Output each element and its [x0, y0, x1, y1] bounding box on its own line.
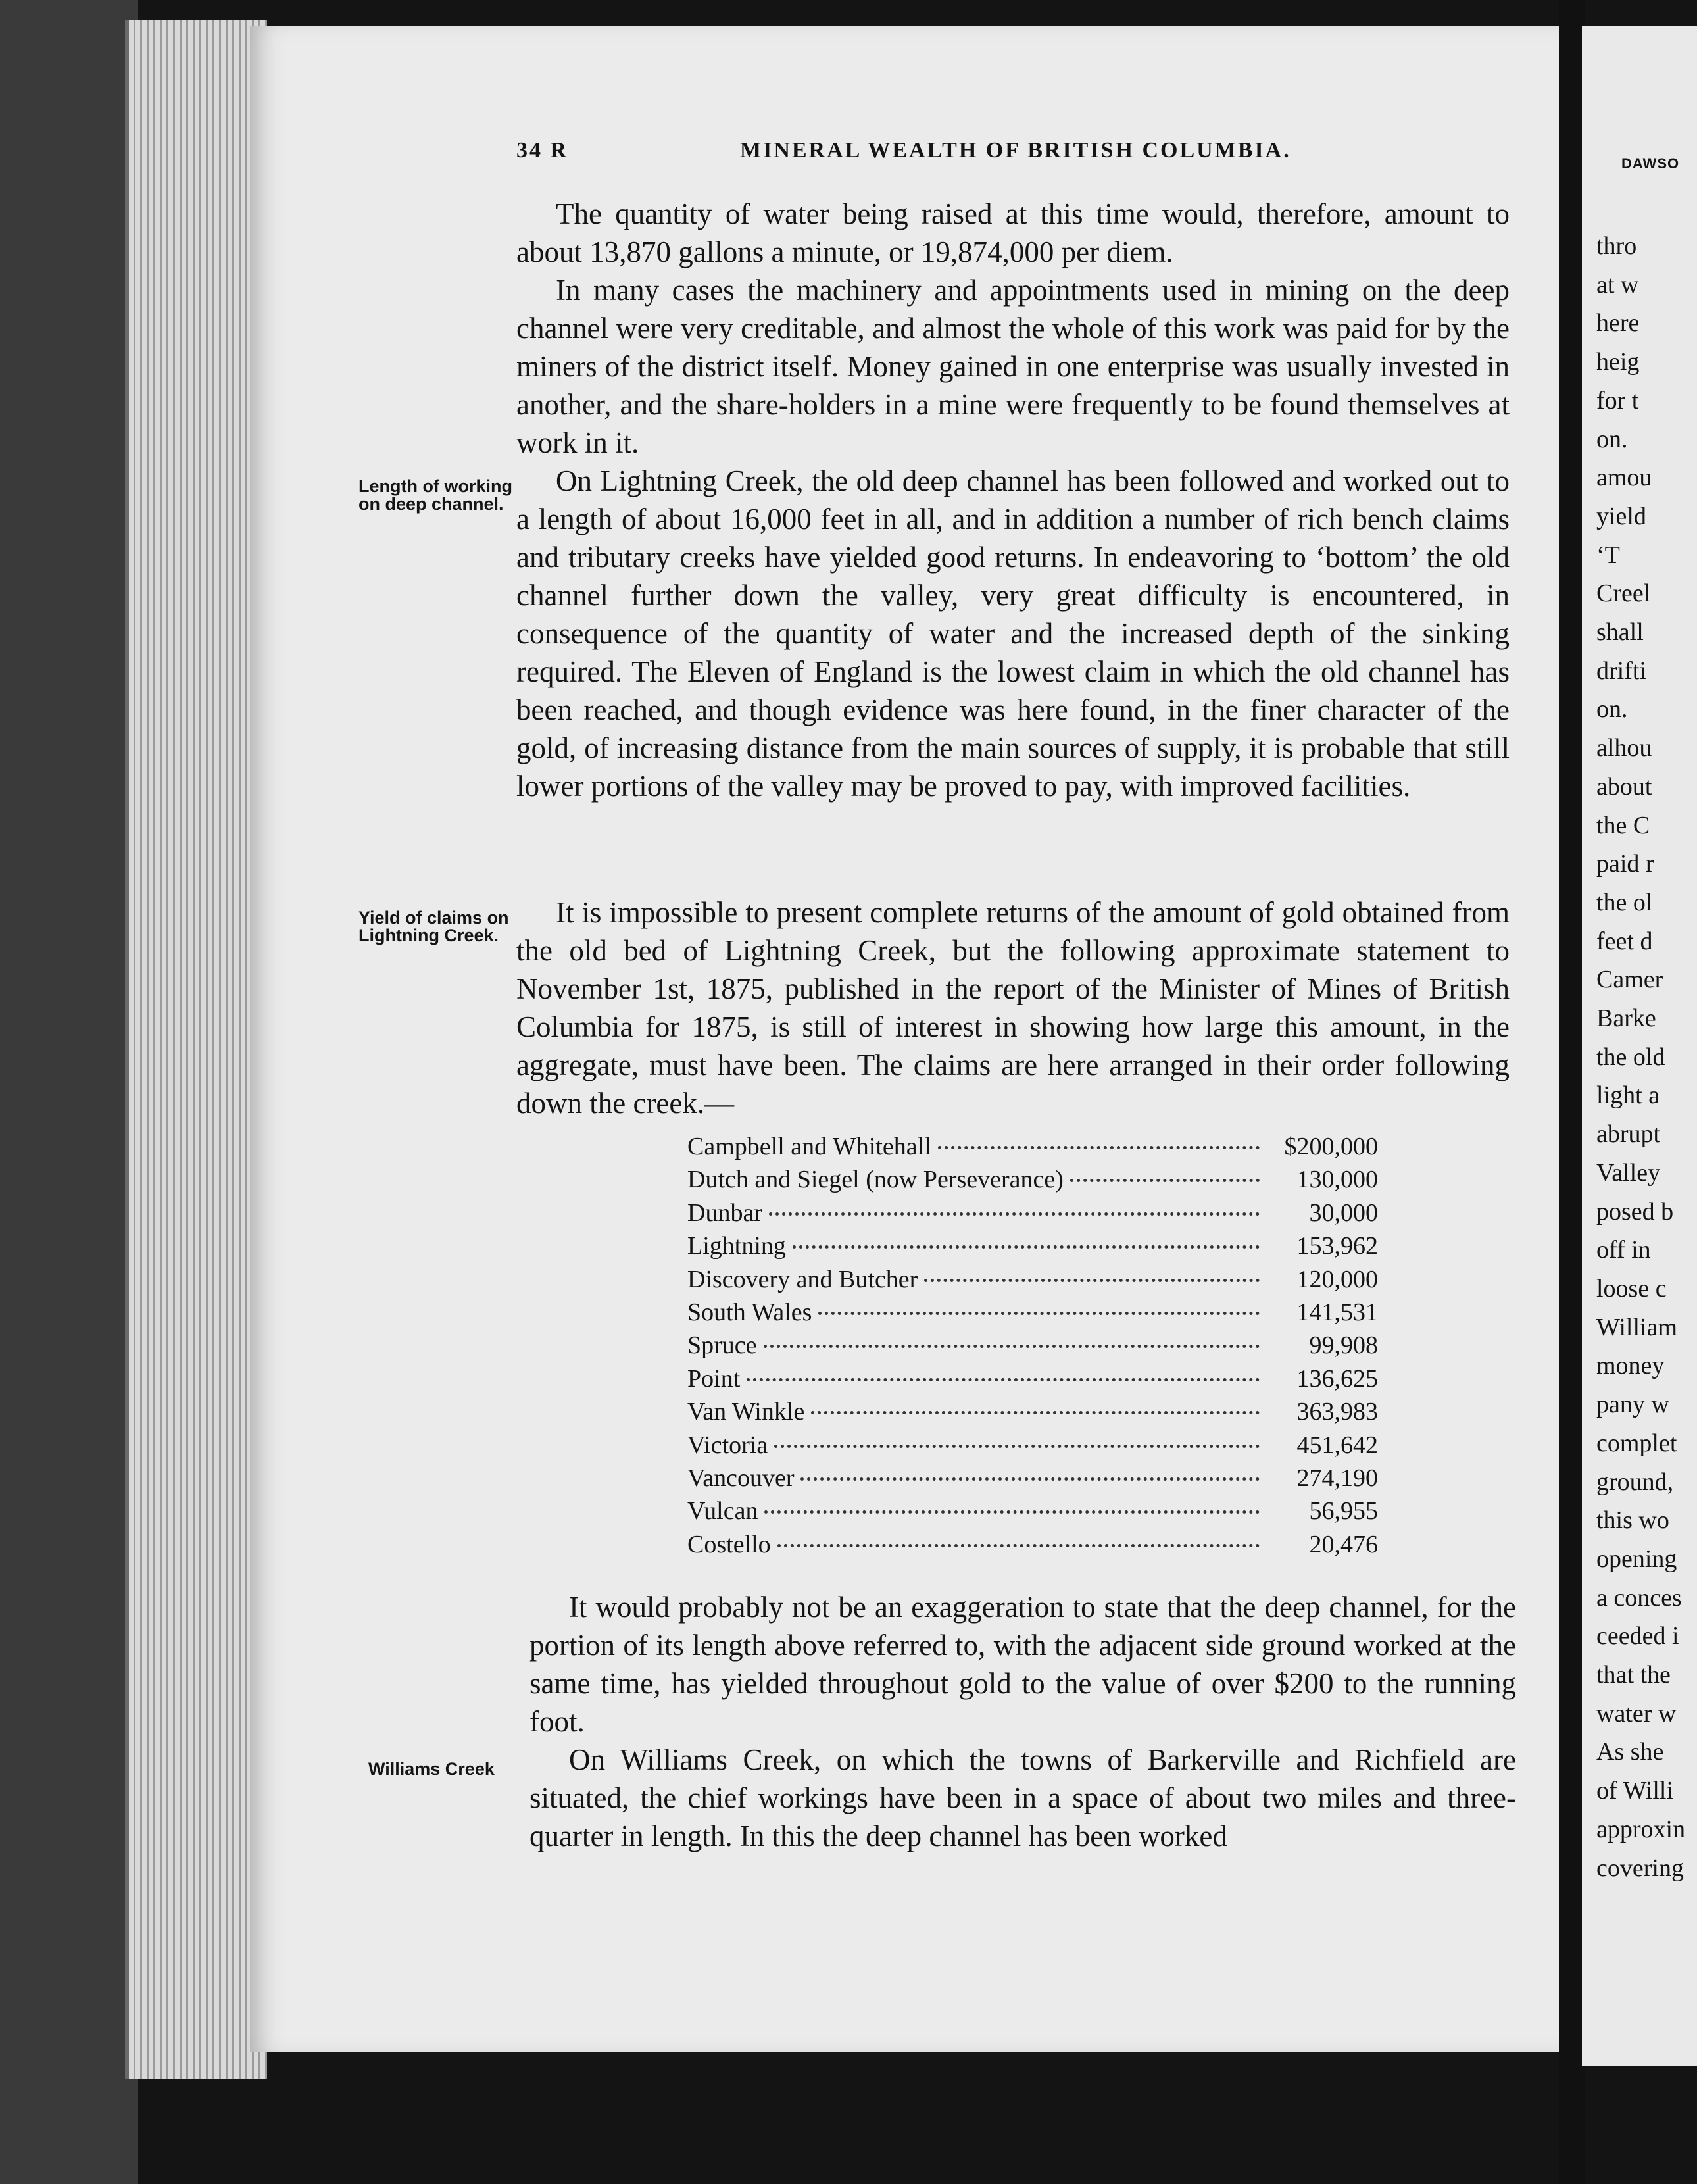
right-page-line-fragment: As she [1596, 1738, 1664, 1766]
dot-leader [764, 1510, 1260, 1514]
right-page-line-fragment: that the [1596, 1661, 1671, 1689]
table-row [687, 1263, 1378, 1296]
claim-amount: 141,531 [1296, 1298, 1378, 1326]
right-page-line-fragment: light a [1596, 1081, 1660, 1110]
table-row [687, 1495, 1378, 1527]
claim-name: Van Winkle [687, 1398, 805, 1426]
right-page-line-fragment: a conces [1596, 1583, 1682, 1612]
right-page-line-fragment: paid r [1596, 850, 1654, 878]
right-page-line-fragment: pany w [1596, 1391, 1669, 1419]
right-page-line-fragment: for t [1596, 386, 1639, 414]
paragraph-machinery: In many cases the machinery and appointments used in mining on the deep channel were very creditable, and almost the whole of this work was paid for by the miners of the district itself. Money gained in one enterprise was usually invested in another, and the share-holders in a mine were frequently to be found themselves at work in it. [516, 274, 1510, 459]
table-row [687, 1429, 1378, 1462]
claim-name: Costello [687, 1530, 771, 1558]
claim-name: Dunbar [687, 1199, 762, 1227]
claim-amount: 99,908 [1309, 1331, 1378, 1360]
table-row [687, 1229, 1378, 1262]
dot-leader [924, 1279, 1260, 1282]
right-page-line-fragment: water w [1596, 1699, 1677, 1727]
table-row [687, 1329, 1378, 1362]
right-page-line-fragment: William [1596, 1313, 1677, 1341]
table-row [687, 1395, 1378, 1428]
right-page-line-fragment: ‘T [1596, 541, 1620, 569]
claim-name: Vancouver [687, 1464, 795, 1492]
claim-amount: 363,983 [1296, 1398, 1378, 1426]
claim-name: Vulcan [687, 1497, 758, 1526]
right-page-line-fragment: feet d [1596, 927, 1653, 955]
dot-leader [793, 1245, 1260, 1249]
dot-leader [764, 1345, 1260, 1348]
right-page-line-fragment: Barke [1596, 1005, 1656, 1033]
claim-name: Discovery and Butcher [687, 1265, 918, 1293]
right-page-line-fragment: heig [1596, 348, 1640, 376]
right-page-line-fragment: of Willi [1596, 1777, 1674, 1805]
right-page-line-fragment: Camer [1596, 966, 1663, 994]
right-page-line-fragment: amou [1596, 464, 1652, 492]
right-page-line-fragment: Creel [1596, 580, 1651, 608]
paragraph-lightning-creek: On Lightning Creek, the old deep channel has been followed and worked out to a length of about 16,000 feet in all, and in addition a number of rich bench claims and tributary creeks have yielded good returns. In endeavoring to ‘bottom’ the old channel further down the valley, very great difficulty is encountered, in consequence of the quantity of water and the increased depth of the sinking required. The Eleven of England is the lowest claim in which the old channel has been reached, and though evidence was here found, in the finer character of the gold, of increasing distance from the main sources of supply, it is probable that still lower portions of the valley may be proved to pay, with improved facilities. [516, 464, 1510, 803]
claim-amount: $200,000 [1284, 1133, 1378, 1160]
paragraph-deep-channel-yield: It would probably not be an exaggeration to state that the deep channel, for the portion of its length above referred to, with the adjacent side ground worked at the same time, has yielded throughout gold to the value of over $200 to the running foot. [529, 1591, 1516, 1738]
dot-leader [818, 1312, 1260, 1315]
right-page-line-fragment: the old [1596, 1043, 1665, 1071]
side-note-williams-creek: Williams Creek [368, 1759, 495, 1779]
dot-leader [1070, 1179, 1260, 1182]
page-header [516, 138, 1296, 171]
claim-amount: 136,625 [1296, 1364, 1378, 1393]
claim-name: Point [687, 1364, 741, 1393]
right-page-line-fragment: opening [1596, 1545, 1677, 1573]
right-page-line-fragment: shall [1596, 618, 1644, 647]
claims-table [687, 1130, 1378, 1561]
right-page-line-fragment: on. [1596, 425, 1628, 453]
claim-name: Spruce [687, 1331, 757, 1360]
table-row [687, 1462, 1378, 1495]
right-page-line-fragment: abrupt [1596, 1120, 1661, 1149]
paragraph-gold-returns: It is impossible to present complete returns of the amount of gold obtained from the old bed of Lightning Creek, but the following approximate statement to November 1st, 1875, published in the report of the Minister of Mines of British Columbia for 1875, is still of interest in showing how large this amount, in the aggregate, must have been. The claims are here arranged in their order following down the creek.— [516, 896, 1510, 1120]
right-page-line-fragment: yield [1596, 502, 1646, 530]
right-page-line-fragment: covering [1596, 1854, 1684, 1882]
claim-amount: 451,642 [1296, 1431, 1378, 1459]
claim-amount: 120,000 [1296, 1265, 1378, 1293]
running-title: MINERAL WEALTH OF BRITISH COLUMBIA. [740, 138, 1291, 162]
right-page-text-fragments [1596, 227, 1685, 1887]
right-page-line-fragment: money [1596, 1352, 1665, 1380]
right-page-header-fragment: DAWSO [1621, 155, 1680, 172]
right-page-line-fragment: about [1596, 772, 1652, 801]
right-page-line-fragment: the C [1596, 811, 1650, 839]
dot-leader [777, 1544, 1260, 1547]
book-page-right [1582, 26, 1697, 2066]
claim-name: Campbell and Whitehall [687, 1133, 931, 1160]
side-note-length-of-working: Length of working on deep channel. [358, 476, 512, 514]
side-note-yield-of-claims: Yield of claims on Lightning Creek. [358, 908, 509, 945]
dot-leader [774, 1445, 1260, 1448]
right-page-line-fragment: on. [1596, 695, 1628, 724]
right-page-line-fragment: here [1596, 309, 1640, 337]
right-page-line-fragment: at w [1596, 270, 1639, 299]
right-page-line-fragment: off in [1596, 1236, 1651, 1264]
claim-amount: 56,955 [1309, 1497, 1378, 1526]
claim-amount: 153,962 [1296, 1232, 1378, 1260]
dot-leader [811, 1411, 1260, 1414]
claim-amount: 130,000 [1296, 1166, 1378, 1194]
dot-leader [747, 1378, 1260, 1381]
table-row [687, 1163, 1378, 1196]
claim-amount: 274,190 [1296, 1464, 1378, 1492]
paragraph-water-quantity: The quantity of water being raised at this time would, therefore, amount to about 13,870 gallons a minute, or 19,874,000 per diem. [516, 197, 1510, 268]
table-row [687, 1296, 1378, 1329]
book-edge-left [0, 0, 138, 2184]
page-number: 34 R [516, 138, 569, 162]
page-stack-edge [125, 20, 267, 2079]
dot-leader [769, 1212, 1260, 1216]
right-page-line-fragment: thro [1596, 232, 1637, 260]
dot-leader [800, 1477, 1260, 1481]
claim-amount: 30,000 [1309, 1199, 1378, 1227]
right-page-line-fragment: the ol [1596, 888, 1653, 916]
claim-name: South Wales [687, 1298, 812, 1326]
right-page-line-fragment: complet [1596, 1429, 1677, 1457]
claim-name: Victoria [687, 1431, 768, 1459]
claim-name: Dutch and Siegel (now Perseverance) [687, 1166, 1064, 1194]
right-page-line-fragment: alhou [1596, 734, 1652, 762]
right-page-line-fragment: Valley [1596, 1158, 1661, 1187]
right-page-line-fragment: approxin [1596, 1815, 1686, 1843]
right-page-line-fragment: this wo [1596, 1506, 1669, 1535]
table-row [687, 1362, 1378, 1395]
right-page-line-fragment: ground, [1596, 1468, 1674, 1496]
book-gutter [1559, 0, 1585, 2184]
paragraph-williams-creek: On Williams Creek, on which the towns of Barkerville and Richfield are situated, the chief workings have been in a space of about two miles and three-quarter in length. In this the deep channel has been worked [529, 1743, 1516, 1852]
dot-leader [938, 1146, 1260, 1149]
claim-name: Lightning [687, 1232, 786, 1260]
right-page-line-fragment: posed b [1596, 1197, 1674, 1226]
table-row [687, 1528, 1378, 1561]
table-row [687, 1197, 1378, 1229]
right-page-line-fragment: loose c [1596, 1274, 1667, 1303]
claim-amount: 20,476 [1309, 1530, 1378, 1558]
table-row [687, 1130, 1378, 1163]
right-page-line-fragment: ceeded i [1596, 1622, 1679, 1650]
right-page-line-fragment: drifti [1596, 657, 1646, 685]
